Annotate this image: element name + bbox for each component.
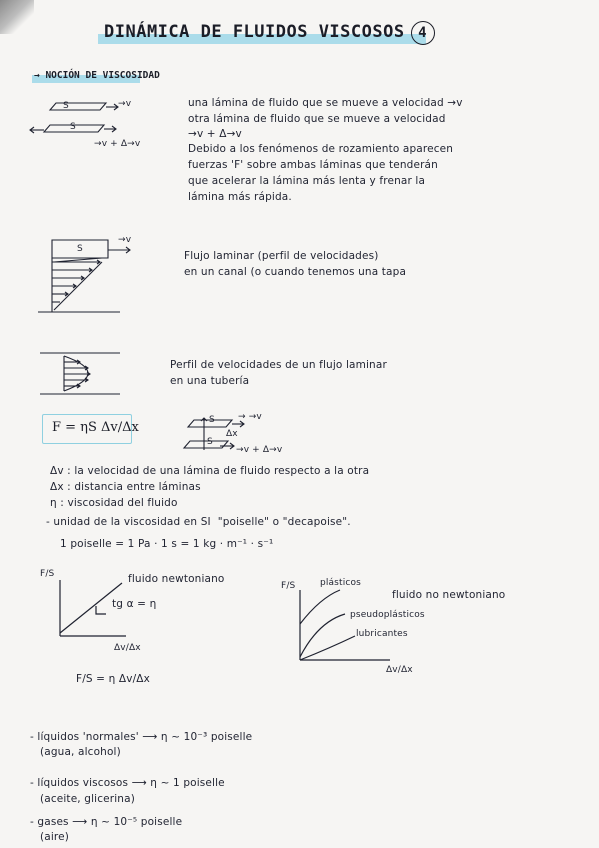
fig1-v-top: →v <box>118 99 132 109</box>
fig2-s-label: S <box>77 244 83 254</box>
paragraph-1-line-7: lámina más rápida. <box>188 191 292 203</box>
graph2-lubricant-curve <box>300 636 355 660</box>
bullet-3-line-1: - gases ⟶ η ~ 10⁻⁵ poiselle <box>30 816 183 828</box>
bullet-1-line-1: - líquidos 'normales' ⟶ η ~ 10⁻³ poiselle <box>30 731 253 743</box>
definition-dx: Δx : distancia entre láminas <box>50 481 201 493</box>
fig4-dv: →v + Δ→v <box>236 445 283 455</box>
graph2-lubricantes: lubricantes <box>356 629 408 639</box>
graph1-label: fluido newtoniano <box>128 573 225 585</box>
bullet-2-line-2: (aceite, glicerina) <box>40 793 135 805</box>
paragraph-3-line-2: en una tubería <box>170 375 250 387</box>
paragraph-2-line-1: Flujo laminar (perfil de velocidades) <box>184 250 379 262</box>
bullet-3-line-2: (aire) <box>40 831 69 843</box>
title-number: 4 <box>411 21 435 45</box>
fig2-channel-diagram <box>38 240 130 312</box>
graph2-non-newtonian <box>300 590 390 660</box>
fig3-pipe-diagram <box>40 353 120 394</box>
paragraph-2-line-2: en un canal (o cuando tenemos una tapa <box>184 266 407 278</box>
fig4-dx: Δx <box>226 429 238 439</box>
section-heading: → NOCIÓN DE VISCOSIDAD <box>34 70 160 81</box>
title-text: DINÁMICA DE FLUIDOS VISCOSOS <box>104 22 405 42</box>
graph2-xlabel: Δv/Δx <box>386 665 413 675</box>
paragraph-1-line-6: que acelerar la lámina más lenta y frenar la <box>188 175 426 187</box>
graph1-tg: tg α = η <box>112 598 157 610</box>
graph1-equation: F/S = η Δv/Δx <box>76 673 150 685</box>
fig1-s-bottom: S <box>70 122 76 132</box>
graph2-plasticos: plásticos <box>320 578 361 588</box>
paragraph-1-line-1: una lámina de fluido que se mueve a velocidad →v <box>188 97 463 109</box>
fig4-s1: S <box>209 415 215 425</box>
bullet-2-line-1: - líquidos viscosos ⟶ η ~ 1 poiselle <box>30 777 225 789</box>
definition-eta: η : viscosidad del fluido <box>50 497 178 509</box>
fig4-s2: S <box>207 437 213 447</box>
fig1-v-bottom: →v + Δ→v <box>94 139 141 149</box>
definition-dv: Δv : la velocidad de una lámina de fluido respecto a la otra <box>50 465 370 477</box>
fig2-v-label: →v <box>118 235 132 245</box>
paragraph-1-line-4: Debido a los fenómenos de rozamiento aparecen <box>188 143 454 155</box>
fig1-top-plate <box>50 103 106 110</box>
unit-equation: 1 poiselle = 1 Pa · 1 s = 1 kg · m⁻¹ · s⁻¹ <box>60 538 274 550</box>
graph1-xlabel: Δv/Δx <box>114 643 141 653</box>
fig4-v: → →v <box>238 412 262 422</box>
paragraph-1-line-2: otra lámina de fluido que se mueve a velocidad <box>188 113 446 125</box>
fig1-s-top: S <box>63 101 69 111</box>
graph1-ylabel: F/S <box>40 569 55 579</box>
unit-line: - unidad de la viscosidad en SI "poiselle" o "decapoise". <box>46 516 351 528</box>
fig4-bottom-plate <box>184 441 228 448</box>
bullet-1-line-2: (agua, alcohol) <box>40 746 121 758</box>
viscosity-formula: F = ηS Δv/Δx <box>52 420 139 435</box>
graph1-angle-mark <box>96 606 106 614</box>
paragraph-1-line-5: fuerzas 'F' sobre ambas láminas que tenderán <box>188 159 438 171</box>
graph2-pseudo: pseudoplásticos <box>350 610 425 620</box>
graph2-ylabel: F/S <box>281 581 296 591</box>
graph2-title: fluido no newtoniano <box>392 589 506 601</box>
fig2-profile-line <box>54 258 102 262</box>
paragraph-1-line-3: →v + Δ→v <box>188 128 242 140</box>
paragraph-3-line-1: Perfil de velocidades de un flujo laminar <box>170 359 387 371</box>
